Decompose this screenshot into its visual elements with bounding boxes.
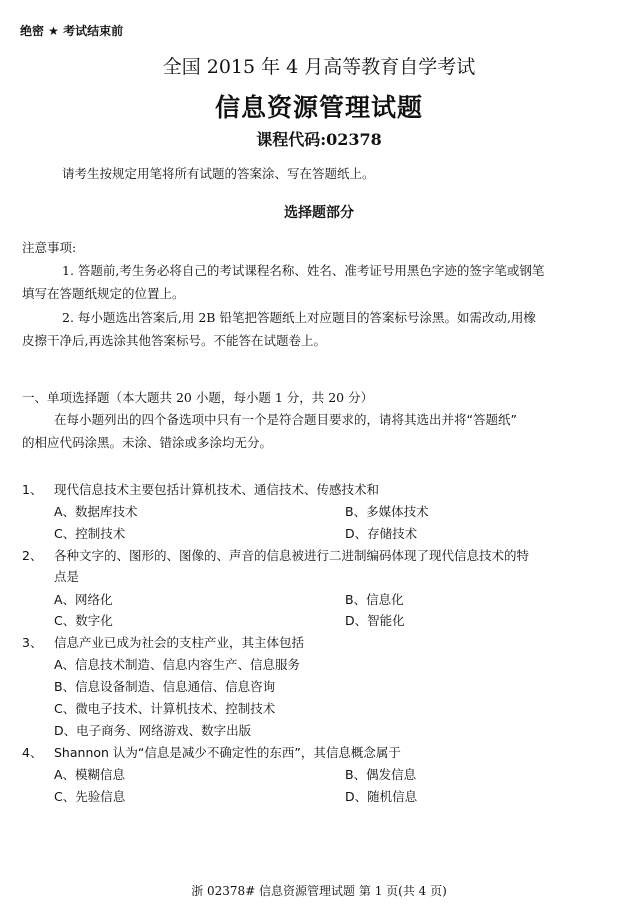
note-2-line-1: 2. 每小题选出答案后,用 2B 铅笔把答题纸上对应题目的答案标号涂黑。如需改动,用橡 bbox=[62, 310, 536, 325]
section-title: 选择题部分 bbox=[284, 205, 354, 221]
question-2-text-continued: 点是 bbox=[54, 569, 80, 584]
question-4-option-c: C、先验信息 bbox=[54, 789, 126, 804]
question-1-option-c: C、控制技术 bbox=[54, 526, 126, 541]
question-2-option-c: C、数字化 bbox=[54, 613, 113, 628]
question-3-number: 3、 bbox=[22, 635, 43, 650]
part-1-description-line-2: 的相应代码涂黑。未涂、错涂或多涂均无分。 bbox=[22, 435, 273, 450]
page-title: 信息资源管理试题 bbox=[214, 93, 423, 122]
exam-session-line: 全国 2015 年 4 月高等教育自学考试 bbox=[162, 56, 476, 78]
notes-title: 注意事项: bbox=[22, 240, 77, 255]
question-3-option-d: D、电子商务、网络游戏、数字出版 bbox=[54, 723, 252, 738]
question-4-option-b: B、偶发信息 bbox=[345, 767, 417, 782]
question-4-text: Shannon 认为“信息是减少不确定性的东西”，其信息概念属于 bbox=[54, 745, 401, 760]
answer-instruction: 请考生按规定用笔将所有试题的答案涂、写在答题纸上。 bbox=[62, 166, 375, 181]
course-code: 课程代码:02378 bbox=[256, 130, 382, 149]
question-1-option-b: B、多媒体技术 bbox=[345, 504, 429, 519]
question-3-option-b: B、信息设备制造、信息通信、信息咨询 bbox=[54, 679, 276, 694]
question-1-text: 现代信息技术主要包括计算机技术、通信技术、传感技术和 bbox=[54, 482, 380, 497]
question-2-option-d: D、智能化 bbox=[345, 613, 405, 628]
note-1-line-1: 1. 答题前,考生务必将自己的考试课程名称、姓名、准考证号用黑色字迹的签字笔或钢笔 bbox=[62, 263, 545, 278]
question-3-option-a: A、信息技术制造、信息内容生产、信息服务 bbox=[54, 657, 301, 672]
question-2-text: 各种文字的、图形的、图像的、声音的信息被进行二进制编码体现了现代信息技术的特 bbox=[54, 548, 530, 563]
note-2-line-2: 皮擦干净后,再选涂其他答案标号。不能答在试题卷上。 bbox=[22, 333, 326, 348]
question-2-option-b: B、信息化 bbox=[345, 592, 404, 607]
question-3-text: 信息产业已成为社会的支柱产业，其主体包括 bbox=[54, 635, 305, 650]
question-3-option-c: C、微电子技术、计算机技术、控制技术 bbox=[54, 701, 276, 716]
question-4-number: 4、 bbox=[22, 745, 43, 760]
question-2-option-a: A、网络化 bbox=[54, 592, 113, 607]
note-1-line-2: 填写在答题纸规定的位置上。 bbox=[22, 286, 185, 301]
question-1-option-a: A、数据库技术 bbox=[54, 504, 138, 519]
question-4-option-d: D、随机信息 bbox=[345, 789, 418, 804]
question-2-number: 2、 bbox=[22, 548, 43, 563]
confidential-label: 绝密 ★ 考试结束前 bbox=[20, 24, 124, 38]
question-1-option-d: D、存储技术 bbox=[345, 526, 418, 541]
page-footer: 浙 02378# 信息资源管理试题 第 1 页(共 4 页) bbox=[191, 884, 447, 898]
part-1-description-line-1: 在每小题列出的四个备选项中只有一个是符合题目要求的，请将其选出并将“答题纸” bbox=[54, 412, 517, 427]
question-1-number: 1、 bbox=[22, 482, 43, 497]
question-4-option-a: A、模糊信息 bbox=[54, 767, 126, 782]
part-1-heading: 一、单项选择题（本大题共 20 小题，每小题 1 分，共 20 分） bbox=[22, 390, 374, 405]
